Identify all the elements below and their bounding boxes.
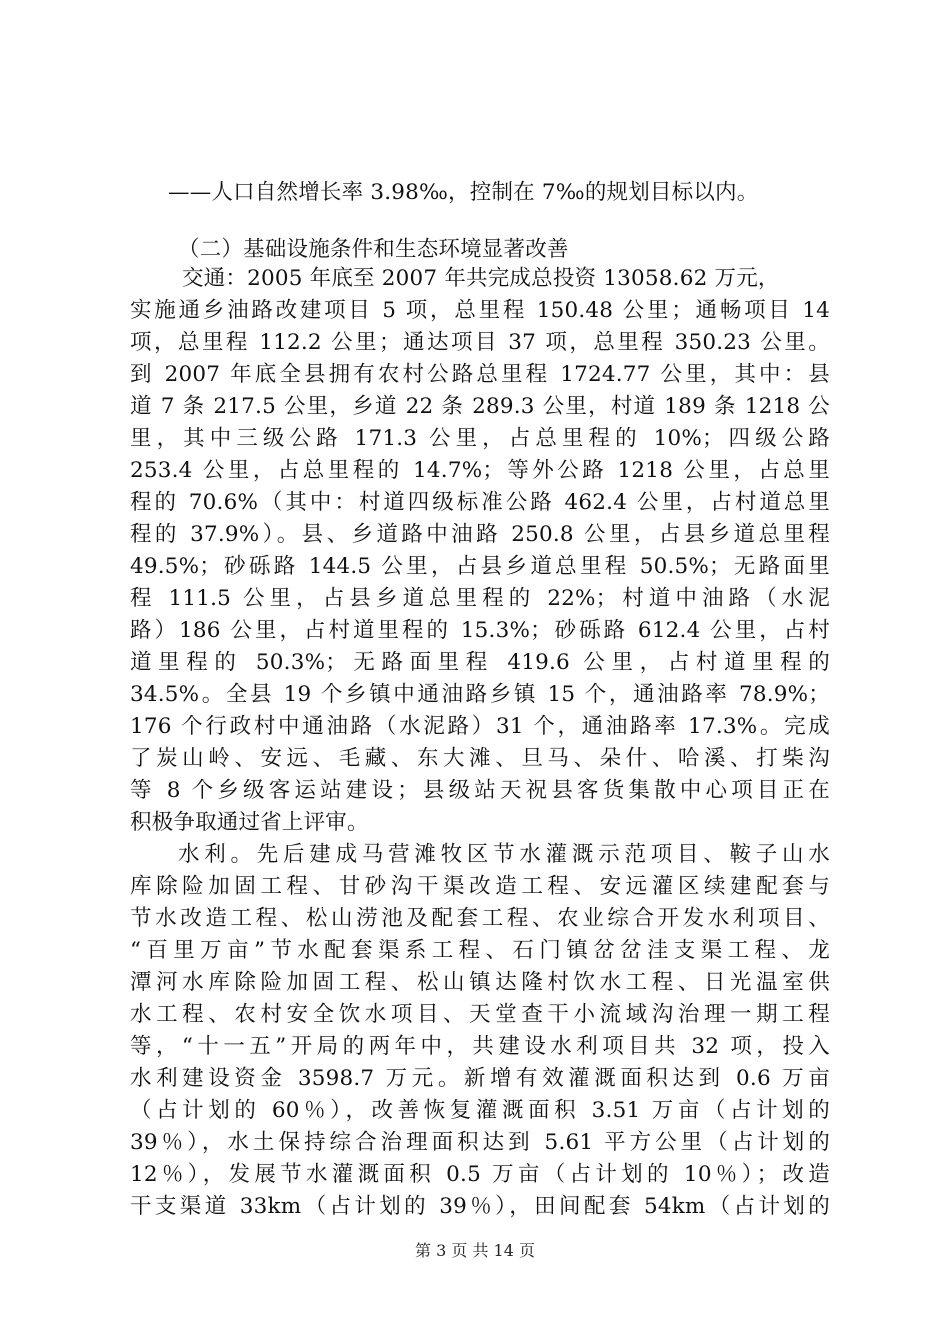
transport-line-2: 实施通乡油路改建项目 5 项，总里程 150.48 公里；通畅项目 14 — [130, 298, 830, 323]
transport-line-1: 交通：2005 年底至 2007 年共完成总投资 13058.62 万元， — [182, 266, 780, 291]
transport-line-3: 项，总里程 112.2 公里；通达项目 37 项，总里程 350.23 公里。 — [130, 330, 830, 355]
transport-line-11: 程 111.5 公里，占县乡道总里程的 22%；村道中油路（水泥 — [130, 586, 830, 611]
water-line-3: 节水改造工程、松山涝池及配套工程、农业综合开发水利项目、 — [130, 906, 830, 931]
transport-line-12: 路）186 公里，占村道里程的 15.3%；砂砾路 612.4 公里，占村 — [130, 618, 830, 643]
water-line-2: 库除险加固工程、甘砂沟干渠改造工程、安远灌区续建配套与 — [130, 874, 830, 899]
water-line-4: “百里万亩”节水配套渠系工程、石门镇岔岔洼支渠工程、龙 — [130, 938, 830, 963]
transport-line-6: 里，其中三级公路 171.3 公里，占总里程的 10%；四级公路 — [130, 426, 830, 451]
water-line-9: （占计划的 60％），改善恢复灌溉面积 3.51 万亩（占计划的 — [130, 1098, 830, 1123]
transport-line-14: 34.5%。全县 19 个乡镇中通油路乡镇 15 个，通油路率 78.9%； — [130, 682, 830, 707]
transport-line-18: 积极争取通过省上评审。 — [130, 810, 369, 835]
transport-line-4: 到 2007 年底全县拥有农村公路总里程 1724.77 公里，其中：县 — [130, 362, 830, 387]
water-line-7: 等，“十一五”开局的两年中，共建设水利项目共 32 项，投入 — [130, 1034, 830, 1059]
transport-line-15: 176 个行政村中通油路（水泥路）31 个，通油路率 17.3%。完成 — [130, 714, 830, 739]
water-line-5: 潭河水库除险加固工程、松山镇达隆村饮水工程、日光温室供 — [130, 970, 830, 995]
water-line-12: 干支渠道 33km（占计划的 39％），田间配套 54km（占计划的 — [130, 1194, 830, 1219]
transport-line-7: 253.4 公里，占总里程的 14.7%；等外公路 1218 公里，占总里 — [130, 458, 830, 483]
population-growth-line: ——人口自然增长率 3.98‰，控制在 7‰的规划目标以内。 — [168, 180, 759, 205]
transport-line-5: 道 7 条 217.5 公里，乡道 22 条 289.3 公里，村道 189 条 1218 公 — [130, 394, 830, 419]
section-heading: （二）基础设施条件和生态环境显著改善 — [178, 237, 569, 262]
transport-line-9: 程的 37.9%）。县、乡道路中油路 250.8 公里，占县乡道总里程 — [130, 522, 830, 547]
water-line-10: 39％），水土保持综合治理面积达到 5.61 平方公里（占计划的 — [130, 1130, 830, 1155]
water-line-8: 水利建设资金 3598.7 万元。新增有效灌溉面积达到 0.6 万亩 — [130, 1066, 830, 1091]
transport-line-13: 道里程的 50.3%；无路面里程 419.6 公里，占村道里程的 — [130, 650, 830, 675]
water-line-6: 水工程、农村安全饮水项目、天堂查干小流域沟治理一期工程 — [130, 1002, 830, 1027]
water-line-11: 12％），发展节水灌溉面积 0.5 万亩（占计划的 10％）；改造 — [130, 1162, 830, 1187]
transport-line-16: 了炭山岭、安远、毛藏、东大滩、旦马、朵什、哈溪、打柴沟 — [130, 746, 830, 771]
water-line-1: 水利。先后建成马营滩牧区节水灌溉示范项目、鞍子山水 — [178, 842, 830, 867]
transport-line-17: 等 8 个乡级客运站建设；县级站天祝县客货集散中心项目正在 — [130, 778, 830, 803]
transport-line-8: 程的 70.6%（其中：村道四级标准公路 462.4 公里，占村道总里 — [130, 490, 830, 515]
transport-line-10: 49.5%；砂砾路 144.5 公里，占县乡道总里程 50.5%；无路面里 — [130, 554, 830, 579]
page-footer: 第 3 页 共 14 页 — [415, 1241, 535, 1260]
